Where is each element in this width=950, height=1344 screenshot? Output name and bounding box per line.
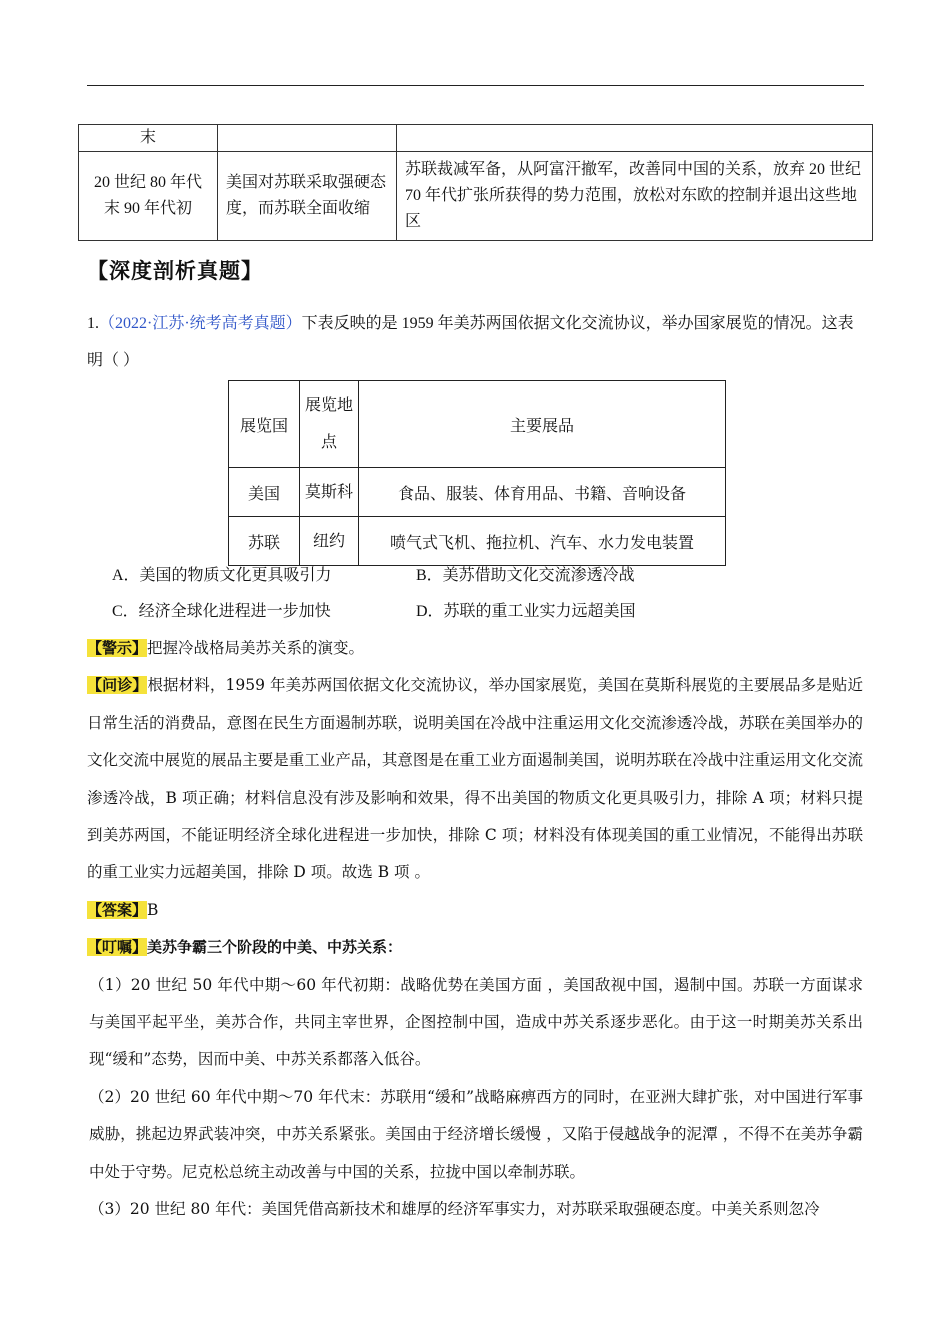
- table-cell: 食品、服装、体育用品、书籍、音响设备: [359, 468, 726, 517]
- table-header: 主要展品: [359, 381, 726, 468]
- table-cell: 纽约: [300, 517, 359, 566]
- table-cell: 美国: [229, 468, 300, 517]
- comparison-table: [78, 124, 873, 241]
- header-rule: [87, 85, 864, 86]
- table-cell: 20 世纪 80 年代末 90 年代初: [79, 152, 218, 241]
- option-d[interactable]: D．苏联的重工业实力远超美国: [416, 603, 636, 620]
- hint-tag: 【警示】: [87, 639, 148, 657]
- table-cell: 美国对苏联采取强硬态度，而苏联全面收缩: [218, 152, 397, 241]
- table-cell: 苏联: [229, 517, 300, 566]
- option-c[interactable]: C．经济全球化进程进一步加快: [112, 603, 331, 620]
- remind-tag: 【叮嘱】: [87, 938, 148, 957]
- table-header-row: [229, 381, 726, 468]
- hint-text: 把握冷战格局美苏关系的演变。: [147, 639, 365, 657]
- hint-paragraph: [87, 630, 863, 667]
- table-cell: 末: [79, 125, 218, 152]
- table-row: [79, 125, 873, 152]
- table-header: 展览地点: [300, 381, 359, 468]
- table-cell: 喷气式飞机、拖拉机、汽车、水力发电装置: [359, 517, 726, 566]
- answer-tag: 【答案】: [87, 900, 148, 919]
- table-header: 展览国: [229, 381, 300, 468]
- table-cell: 莫斯科: [300, 468, 359, 517]
- answer-text: B: [147, 900, 159, 919]
- table-cell: 苏联裁减军备，从阿富汗撤军，改善同中国的关系，放弃 20 世纪 70 年代扩张所获得的势力范围，放松对东欧的控制并退出这些地区: [397, 152, 873, 241]
- diagnosis-paragraph: [87, 667, 863, 891]
- table-cell: [218, 125, 397, 152]
- point-paragraph: （3）20 世纪 80 年代：美国凭借高新技术和雄厚的经济军事实力，对苏联采取强硬态度。中美关系则忽冷: [89, 1200, 820, 1219]
- option-a[interactable]: A．美国的物质文化更具吸引力: [112, 567, 332, 584]
- question-number: 1.: [87, 315, 99, 332]
- point-paragraph: （2）20 世纪 60 年代中期～70 年代末：苏联用“缓和”战略麻痹西方的同时，在亚洲大肆扩张，对中国进行军事威胁，挑起边界武装冲突，中苏关系紧张。美国由于经济增长缓慢 ，又陷于侵越战争的泥潭 ，不得不在美苏争霸中处于守势。尼克松总统主动改善与中国的关系，拉拢中国以牵制苏联。: [89, 1087, 863, 1181]
- question-text: 下表反映的是 1959 年美苏两国依据文化交流协议，举办国家展览的情况。这表明（ ）: [87, 315, 854, 369]
- answer-paragraph: [87, 892, 863, 929]
- table-row: [229, 517, 726, 566]
- point-paragraph: （1）20 世纪 50 年代中期～60 年代初期：战略优势在美国方面 ，美国敌视中国，遏制中国。苏联一方面谋求与美国平起平坐，美苏合作，共同主宰世界，企图控制中国，造成中苏关系逐步恶化。由于这一时期美苏关系出现“缓和”态势，因而中美、中苏关系都落入低谷。: [89, 975, 863, 1069]
- explanation: [87, 630, 863, 1229]
- table-row: [229, 468, 726, 517]
- option-b[interactable]: B．美苏借助文化交流渗透冷战: [416, 567, 635, 584]
- diagnosis-tag: 【问诊】: [87, 676, 148, 695]
- remind-paragraph: [87, 929, 863, 966]
- remind-title: 美苏争霸三个阶段的中美、中苏关系：: [147, 938, 403, 957]
- question-stem: [87, 305, 867, 379]
- exhibition-table: [228, 380, 726, 566]
- question-source-link[interactable]: （2022·江苏·统考高考真题）: [99, 315, 302, 332]
- diagnosis-text: 根据材料，1959 年美苏两国依据文化交流协议，举办国家展览，美国在莫斯科展览的主要展品多是贴近日常生活的消费品，意图在民生方面遏制苏联，说明美国在冷战中注重运用文化交流渗透冷战，苏联在美国举办的文化交流中展览的展品主要是重工业产品，其意图是在重工业方面遏制美国，说明苏联在冷战中注重运用文化交流渗透冷战，B 项正确；材料信息没有涉及影响和效果，得不出美国的物质文化更具吸引力，排除 A 项；材料只提到美苏两国，不能证明经济全球化进程进一步加快，排除 C 项；材料没有体现美国的重工业情况，不能得出苏联的重工业实力远超美国，排除 D 项。故选 B 项 。: [87, 676, 863, 882]
- table-row: [79, 152, 873, 241]
- table-cell: [397, 125, 873, 152]
- section-title: 【深度剖析真题】: [87, 259, 263, 283]
